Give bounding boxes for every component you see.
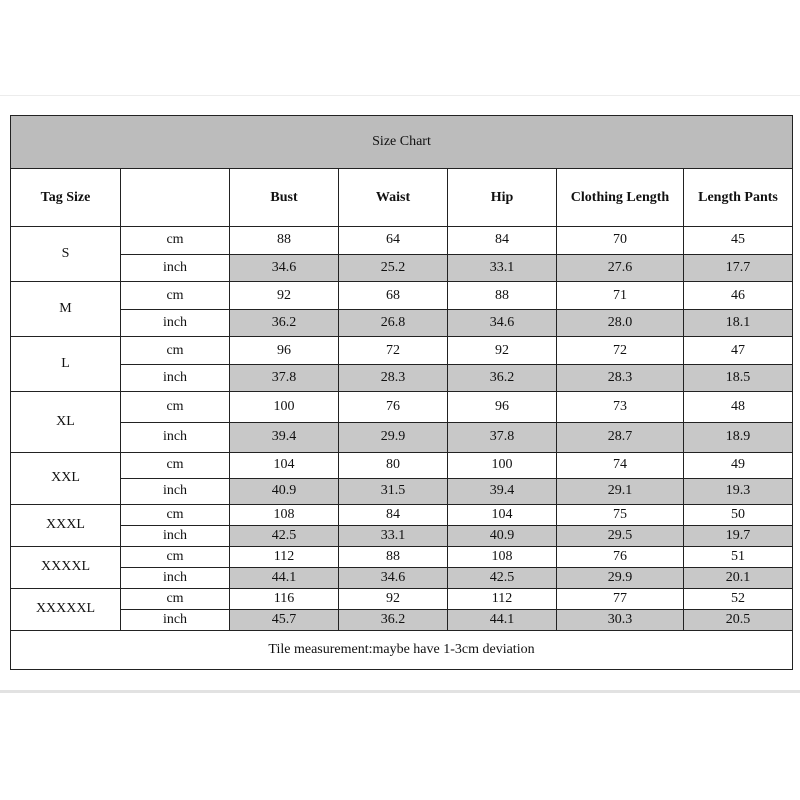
waist-inch-value: 25.2 xyxy=(339,254,448,282)
bust-cm-value: 108 xyxy=(230,504,339,525)
header-unit xyxy=(121,169,230,227)
unit-label: inch xyxy=(121,422,230,452)
unit-label: cm xyxy=(121,392,230,422)
length-pants-inch-value: 18.9 xyxy=(684,422,793,452)
tag-size-cell: XL xyxy=(11,392,121,452)
table-row xyxy=(11,452,793,478)
bust-cm-value: 112 xyxy=(230,546,339,567)
clothing-length-inch-value: 29.5 xyxy=(557,525,684,546)
note-row xyxy=(11,630,793,669)
unit-label: inch xyxy=(121,525,230,546)
length-pants-inch-value: 18.1 xyxy=(684,309,793,337)
clothing-length-cm-value: 75 xyxy=(557,504,684,525)
table-row xyxy=(11,588,793,609)
waist-cm-value: 64 xyxy=(339,227,448,255)
bust-inch-value: 36.2 xyxy=(230,309,339,337)
length-pants-inch-value: 20.1 xyxy=(684,567,793,588)
waist-inch-value: 36.2 xyxy=(339,609,448,630)
bust-inch-value: 34.6 xyxy=(230,254,339,282)
bust-inch-value: 42.5 xyxy=(230,525,339,546)
waist-inch-value: 33.1 xyxy=(339,525,448,546)
waist-cm-value: 92 xyxy=(339,588,448,609)
clothing-length-inch-value: 29.1 xyxy=(557,478,684,504)
length-pants-cm-value: 52 xyxy=(684,588,793,609)
length-pants-inch-value: 20.5 xyxy=(684,609,793,630)
length-pants-inch-value: 19.7 xyxy=(684,525,793,546)
header-waist: Waist xyxy=(339,169,448,227)
chart-title: Size Chart xyxy=(11,116,793,169)
unit-label: cm xyxy=(121,227,230,255)
waist-inch-value: 26.8 xyxy=(339,309,448,337)
waist-inch-value: 31.5 xyxy=(339,478,448,504)
measurement-note: Tile measurement:maybe have 1-3cm deviation xyxy=(11,630,793,669)
table-row xyxy=(11,609,793,630)
bust-inch-value: 39.4 xyxy=(230,422,339,452)
table-row xyxy=(11,546,793,567)
table-row xyxy=(11,422,793,452)
waist-inch-value: 34.6 xyxy=(339,567,448,588)
hip-inch-value: 42.5 xyxy=(448,567,557,588)
length-pants-cm-value: 46 xyxy=(684,282,793,310)
hip-cm-value: 100 xyxy=(448,452,557,478)
clothing-length-inch-value: 28.0 xyxy=(557,309,684,337)
waist-inch-value: 28.3 xyxy=(339,364,448,392)
length-pants-cm-value: 51 xyxy=(684,546,793,567)
bust-inch-value: 37.8 xyxy=(230,364,339,392)
table-row xyxy=(11,254,793,282)
table-row xyxy=(11,227,793,255)
waist-cm-value: 76 xyxy=(339,392,448,422)
clothing-length-inch-value: 28.3 xyxy=(557,364,684,392)
unit-label: cm xyxy=(121,452,230,478)
title-row xyxy=(11,116,793,169)
unit-label: cm xyxy=(121,546,230,567)
hip-inch-value: 36.2 xyxy=(448,364,557,392)
length-pants-inch-value: 19.3 xyxy=(684,478,793,504)
tag-size-cell: M xyxy=(11,282,121,337)
clothing-length-inch-value: 30.3 xyxy=(557,609,684,630)
hip-cm-value: 108 xyxy=(448,546,557,567)
hip-cm-value: 96 xyxy=(448,392,557,422)
clothing-length-cm-value: 71 xyxy=(557,282,684,310)
header-row xyxy=(11,169,793,227)
hip-cm-value: 92 xyxy=(448,337,557,365)
clothing-length-cm-value: 76 xyxy=(557,546,684,567)
table-row xyxy=(11,309,793,337)
hip-inch-value: 40.9 xyxy=(448,525,557,546)
header-tag-size: Tag Size xyxy=(11,169,121,227)
hip-inch-value: 34.6 xyxy=(448,309,557,337)
tag-size-cell: XXXL xyxy=(11,504,121,546)
bust-cm-value: 104 xyxy=(230,452,339,478)
unit-label: inch xyxy=(121,478,230,504)
bust-cm-value: 116 xyxy=(230,588,339,609)
unit-label: inch xyxy=(121,609,230,630)
hip-inch-value: 33.1 xyxy=(448,254,557,282)
unit-label: inch xyxy=(121,567,230,588)
tag-size-cell: XXXXL xyxy=(11,546,121,588)
bust-inch-value: 44.1 xyxy=(230,567,339,588)
table-row xyxy=(11,478,793,504)
bust-cm-value: 88 xyxy=(230,227,339,255)
tag-size-cell: XXXXXL xyxy=(11,588,121,630)
bust-cm-value: 92 xyxy=(230,282,339,310)
size-chart-table xyxy=(10,115,793,670)
length-pants-cm-value: 48 xyxy=(684,392,793,422)
clothing-length-inch-value: 28.7 xyxy=(557,422,684,452)
waist-cm-value: 84 xyxy=(339,504,448,525)
sheet-gridline-top xyxy=(0,95,800,96)
unit-label: cm xyxy=(121,337,230,365)
length-pants-inch-value: 18.5 xyxy=(684,364,793,392)
length-pants-cm-value: 47 xyxy=(684,337,793,365)
table-row xyxy=(11,364,793,392)
unit-label: inch xyxy=(121,309,230,337)
header-length-pants: Length Pants xyxy=(684,169,793,227)
clothing-length-cm-value: 72 xyxy=(557,337,684,365)
length-pants-cm-value: 45 xyxy=(684,227,793,255)
waist-cm-value: 72 xyxy=(339,337,448,365)
hip-cm-value: 88 xyxy=(448,282,557,310)
clothing-length-cm-value: 70 xyxy=(557,227,684,255)
clothing-length-inch-value: 29.9 xyxy=(557,567,684,588)
header-bust: Bust xyxy=(230,169,339,227)
table-row xyxy=(11,282,793,310)
bust-cm-value: 100 xyxy=(230,392,339,422)
waist-cm-value: 68 xyxy=(339,282,448,310)
clothing-length-cm-value: 77 xyxy=(557,588,684,609)
unit-label: inch xyxy=(121,364,230,392)
tag-size-cell: L xyxy=(11,337,121,392)
tag-size-cell: XXL xyxy=(11,452,121,504)
table-row xyxy=(11,392,793,422)
length-pants-cm-value: 49 xyxy=(684,452,793,478)
unit-label: cm xyxy=(121,504,230,525)
hip-inch-value: 37.8 xyxy=(448,422,557,452)
table-row xyxy=(11,567,793,588)
unit-label: cm xyxy=(121,282,230,310)
hip-cm-value: 112 xyxy=(448,588,557,609)
table-row xyxy=(11,337,793,365)
clothing-length-inch-value: 27.6 xyxy=(557,254,684,282)
sheet-gridline-bottom xyxy=(0,690,800,693)
header-clothing-length: Clothing Length xyxy=(557,169,684,227)
clothing-length-cm-value: 73 xyxy=(557,392,684,422)
length-pants-inch-value: 17.7 xyxy=(684,254,793,282)
unit-label: inch xyxy=(121,254,230,282)
header-hip: Hip xyxy=(448,169,557,227)
length-pants-cm-value: 50 xyxy=(684,504,793,525)
clothing-length-cm-value: 74 xyxy=(557,452,684,478)
hip-cm-value: 104 xyxy=(448,504,557,525)
waist-cm-value: 88 xyxy=(339,546,448,567)
hip-inch-value: 44.1 xyxy=(448,609,557,630)
tag-size-cell: S xyxy=(11,227,121,282)
unit-label: cm xyxy=(121,588,230,609)
waist-cm-value: 80 xyxy=(339,452,448,478)
table-row xyxy=(11,525,793,546)
hip-cm-value: 84 xyxy=(448,227,557,255)
bust-cm-value: 96 xyxy=(230,337,339,365)
bust-inch-value: 40.9 xyxy=(230,478,339,504)
table-row xyxy=(11,504,793,525)
waist-inch-value: 29.9 xyxy=(339,422,448,452)
hip-inch-value: 39.4 xyxy=(448,478,557,504)
bust-inch-value: 45.7 xyxy=(230,609,339,630)
